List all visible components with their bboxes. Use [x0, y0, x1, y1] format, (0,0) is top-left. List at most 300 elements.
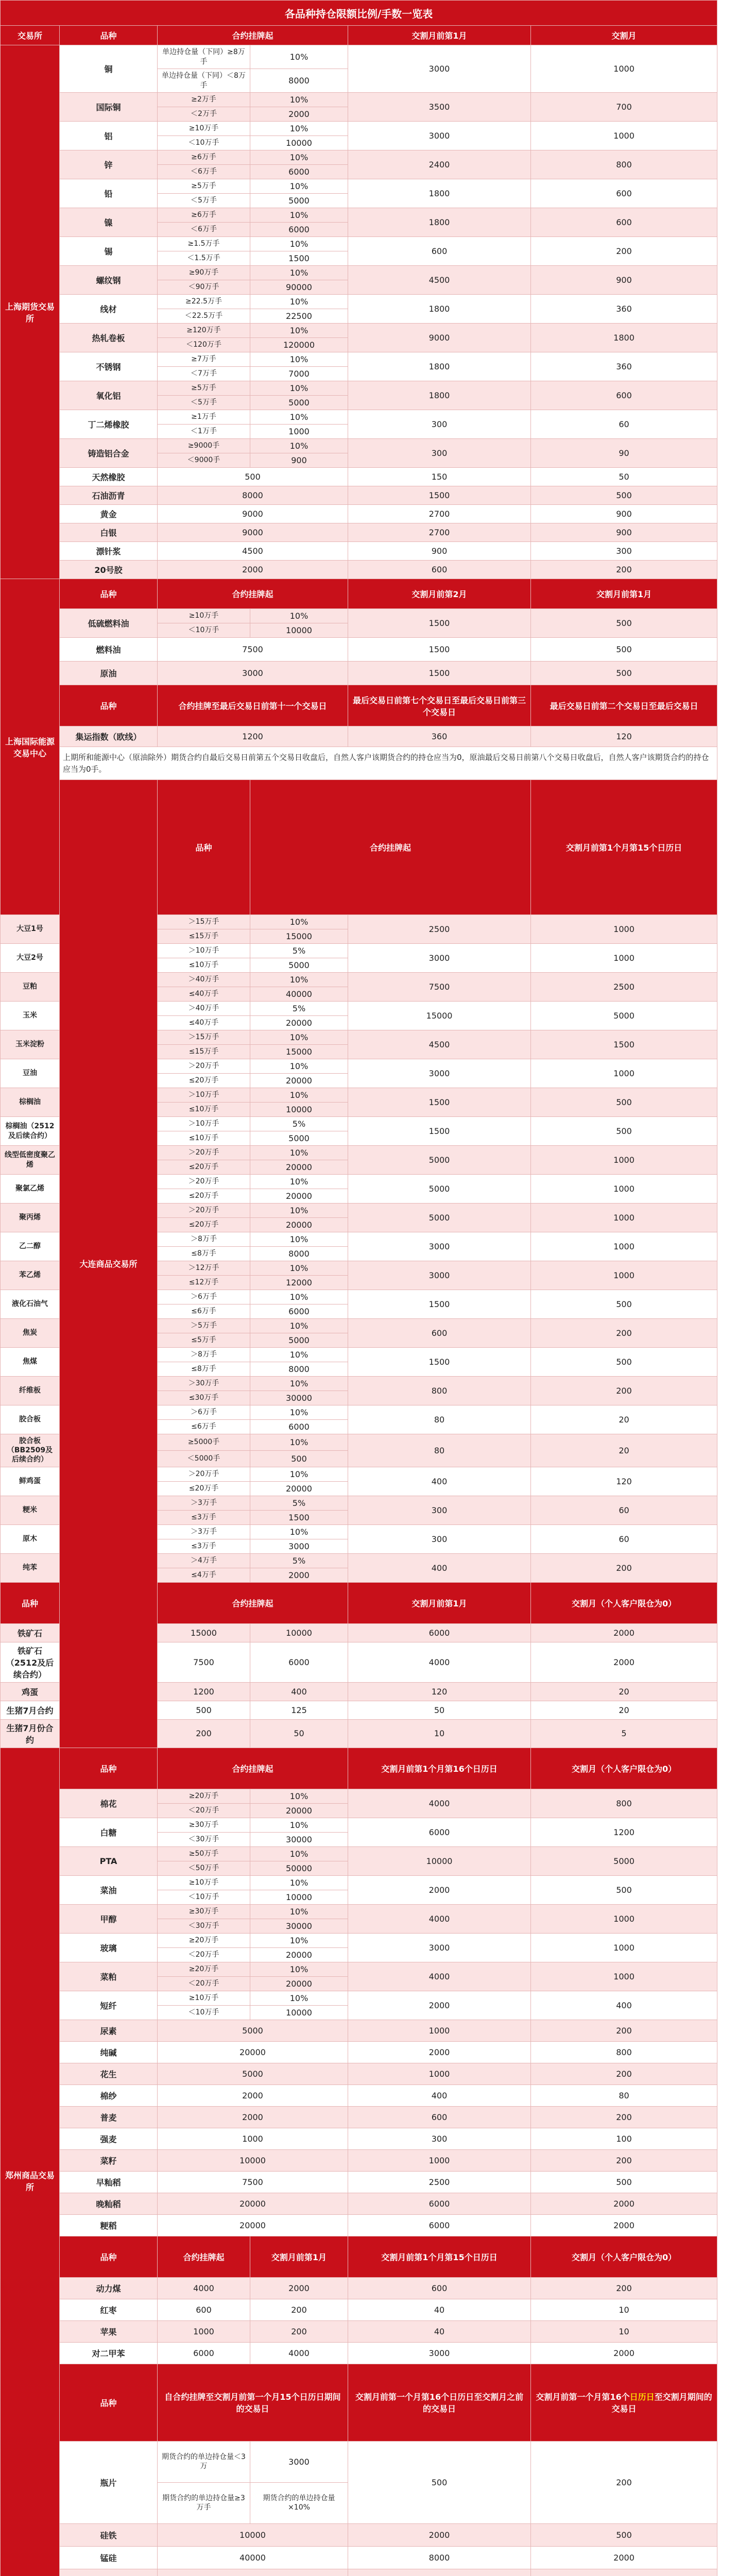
delivery-limit: 500	[531, 1117, 717, 1146]
condition: ≥10万手	[158, 609, 250, 623]
condition: ≥1.5万手	[158, 237, 250, 251]
product-name: 菜粕	[60, 1962, 158, 1991]
delivery-limit: 80	[531, 2084, 717, 2106]
month1-limit: 4500	[348, 266, 531, 295]
month1-limit: 600	[348, 561, 531, 579]
product-name: 锡	[60, 237, 158, 266]
listing-limit: 90000	[250, 280, 348, 295]
product-name: 螺纹钢	[60, 266, 158, 295]
condition: ＜20万手	[158, 1803, 250, 1818]
table-row	[1, 468, 717, 486]
table-row	[1, 45, 717, 69]
table-row	[1, 2236, 717, 2277]
col-header-month1: 交割月前第1月	[250, 2236, 348, 2277]
listing-limit: 20000	[250, 1947, 348, 1962]
listing-limit: 1500	[250, 251, 348, 266]
condition: ≤15万手	[158, 929, 250, 944]
month1-limit: 2500	[348, 2171, 531, 2193]
month1-limit: 4000	[348, 1789, 531, 1818]
month1-limit: 9000	[348, 324, 531, 352]
col-header-listing: 合约挂牌起	[158, 1582, 348, 1623]
delivery-limit: 700	[531, 93, 717, 122]
month1-limit: 5000	[348, 1204, 531, 1232]
month1-limit: 5000	[348, 1175, 531, 1204]
condition: ≤8万手	[158, 1362, 250, 1377]
product-name: 瓶片	[60, 2441, 158, 2523]
table-row	[1, 561, 717, 579]
condition: ≥20万手	[158, 1933, 250, 1947]
listing-limit: 1500	[250, 1510, 348, 1524]
table-row	[1, 352, 717, 367]
delivery-limit: 1200	[531, 1818, 717, 1846]
product-name: 20号胶	[60, 561, 158, 579]
listing-limit: 1000	[158, 2128, 348, 2149]
condition: ≥90万手	[158, 266, 250, 280]
month1-limit: 600	[348, 2106, 531, 2128]
month1-limit: 400	[348, 1553, 531, 1582]
col-header-product: 品种	[60, 1748, 158, 1789]
delivery-limit: 2000	[531, 2214, 717, 2236]
condition: ＞5万手	[158, 1319, 250, 1333]
listing-limit: 20000	[250, 1016, 348, 1030]
condition: ≥6万手	[158, 150, 250, 165]
listing-limit: 7500	[158, 2171, 348, 2193]
product-name: 玉米淀粉	[1, 1030, 60, 1059]
condition: ≥9000手	[158, 439, 250, 453]
period-c-limit: 200	[531, 2441, 717, 2523]
product-name: 大豆1号	[1, 915, 60, 944]
product-name: 粳稻	[60, 2214, 158, 2236]
product-name: 棕榈油（2512及后续合约）	[1, 1117, 60, 1146]
col-header-listing: 合约挂牌起	[250, 780, 531, 915]
product-name: 纯碱	[60, 2041, 158, 2063]
table-row	[1, 150, 717, 165]
condition: ＜20万手	[158, 1947, 250, 1962]
listing-limit: 5%	[250, 1496, 348, 1510]
month1-limit: 2000	[348, 1875, 531, 1904]
delivery-limit: 20	[531, 1682, 717, 1701]
delivery-limit: 800	[531, 2041, 717, 2063]
condition: ≤3万手	[158, 1539, 250, 1553]
condition: ≥1万手	[158, 410, 250, 425]
listing-limit: 10%	[250, 1030, 348, 1045]
table-row	[1, 2084, 717, 2106]
month1-limit: 500	[531, 609, 717, 638]
col-header-listing: 合约挂牌起	[158, 2236, 250, 2277]
product-name: 生猪7月合约	[1, 1701, 60, 1719]
table-row	[1, 2364, 717, 2441]
listing-limit: 10%	[250, 1175, 348, 1189]
condition: ＞6万手	[158, 1290, 250, 1304]
month1-limit: 6000	[250, 1642, 348, 1682]
month1-limit: 200	[250, 2299, 348, 2320]
table-row	[1, 93, 717, 107]
delivery-limit: 300	[531, 542, 717, 561]
month1-limit: 6000	[348, 1818, 531, 1846]
col-header-product: 品种	[60, 2236, 158, 2277]
listing-limit: 10%	[250, 295, 348, 309]
table-row	[1, 122, 717, 136]
month1-day10-value: 50	[434, 1705, 445, 1715]
listing-limit: 10%	[250, 1290, 348, 1304]
product-name: 热轧卷板	[60, 324, 158, 352]
month2-limit: 1500	[348, 638, 531, 662]
listing-limit: 10%	[250, 1146, 348, 1160]
col-header-listing: 合约挂牌起	[158, 579, 348, 609]
delivery-limit: 900	[531, 266, 717, 295]
col-header-delivery: 交割月（个人客户限仓为0）	[531, 1748, 717, 1789]
condition: ≤20万手	[158, 1074, 250, 1088]
product-name: 棉花	[60, 1789, 158, 1818]
delivery-limit: 1000	[531, 915, 717, 944]
period-b-limit: 500	[348, 2441, 531, 2523]
listing-limit: 10%	[250, 915, 348, 929]
listing-limit: 10%	[250, 609, 348, 623]
exchange-name: 郑州商品交易所	[1, 1748, 60, 2576]
limit-b: 360	[348, 726, 531, 747]
highlight-text: 日历日	[629, 2392, 655, 2402]
condition: ＜1万手	[158, 425, 250, 439]
month1-limit: 80	[348, 1434, 531, 1467]
listing-limit: 4500	[158, 542, 348, 561]
condition: ＜30万手	[158, 1919, 250, 1933]
month1-limit: 10000	[250, 1623, 348, 1642]
product-name: 漂针浆	[60, 542, 158, 561]
listing-limit: 5000	[250, 194, 348, 208]
month1-limit: 1800	[348, 208, 531, 237]
condition: ＞40万手	[158, 973, 250, 987]
col-header-product: 品种	[1, 1582, 60, 1623]
month1-limit: 15000	[348, 1002, 531, 1030]
product-name: 粳米	[1, 1496, 60, 1524]
product-name: 晚籼稻	[60, 2193, 158, 2214]
delivery-limit: 1000	[531, 1232, 717, 1261]
table-row	[1, 2214, 717, 2236]
listing-limit: 10000	[250, 1890, 348, 1904]
product-name: 强麦	[60, 2128, 158, 2149]
condition: ＜10万手	[158, 2005, 250, 2020]
col-header-period-c: 交割月前第一个月第16个日历日至交割月期间的交易日	[531, 2364, 717, 2441]
listing-limit: 5000	[250, 1131, 348, 1146]
period-a-limit	[158, 2569, 348, 2576]
condition: ≤20万手	[158, 1189, 250, 1204]
listing-limit: 5%	[250, 1002, 348, 1016]
table-row	[1, 2277, 717, 2299]
listing-limit: 9000	[158, 523, 348, 542]
table-row	[1, 523, 717, 542]
listing-limit: 10%	[250, 1904, 348, 1919]
product-name: 线型低密度聚乙烯	[1, 1146, 60, 1175]
product-name: 黄金	[60, 505, 158, 523]
product-name: 铸造铝合金	[60, 439, 158, 468]
listing-limit: 5%	[250, 944, 348, 958]
product-name: 原油	[60, 662, 158, 685]
month1-limit: 3000	[348, 1933, 531, 1962]
condition: ≥50万手	[158, 1846, 250, 1861]
listing-limit: 6000	[250, 1420, 348, 1434]
listing-limit: 1200	[158, 1682, 250, 1701]
month1-limit: 1000	[348, 2020, 531, 2041]
product-name: 铁矿石（2512及后续合约）	[1, 1642, 60, 1682]
col-header-month2: 交割月前第2月	[348, 579, 531, 609]
product-name: 豆粕	[1, 973, 60, 1002]
listing-limit: 22500	[250, 309, 348, 324]
table-row	[1, 638, 717, 662]
delivery-limit: 360	[531, 295, 717, 324]
listing-limit: 5%	[250, 1117, 348, 1131]
month1-limit: 300	[348, 1496, 531, 1524]
condition: ＞6万手	[158, 1405, 250, 1420]
condition: ＞20万手	[158, 1059, 250, 1074]
month1-limit: 300	[348, 1524, 531, 1553]
exchange-name: 交易所	[1, 26, 60, 45]
month1-limit: 400	[250, 1682, 348, 1701]
product-name: 胶合板（BB2509及后续合约）	[1, 1434, 60, 1467]
listing-limit: 5%	[250, 1553, 348, 1568]
month1-limit: 2000	[348, 1991, 531, 2020]
delivery-limit: 1000	[531, 1962, 717, 1991]
col-header-listing: 合约挂牌起	[158, 26, 348, 45]
condition: ＜10万手	[158, 136, 250, 150]
table-row	[1, 2569, 717, 2576]
period-a-limit: 3000	[250, 2441, 348, 2482]
listing-limit: 8000	[158, 486, 348, 505]
table-row	[1, 381, 717, 396]
listing-limit: 10%	[250, 1348, 348, 1362]
condition: ≥5000手	[158, 1434, 250, 1451]
listing-limit: 10000	[250, 136, 348, 150]
condition: ＜120万手	[158, 338, 250, 352]
listing-limit: 20000	[158, 2041, 348, 2063]
listing-limit: 8000	[250, 1247, 348, 1261]
condition: ≤30万手	[158, 1391, 250, 1405]
col-header-delivery: 交割月	[531, 26, 717, 45]
product-name: 花生	[60, 2063, 158, 2084]
product-name: 氧化铝	[60, 381, 158, 410]
listing-limit: 20000	[250, 1803, 348, 1818]
month1-day10-value: 6000	[429, 1628, 450, 1638]
listing-limit: 10%	[250, 1059, 348, 1074]
delivery-limit: 20	[531, 1405, 717, 1434]
month1-day10-value: 10	[434, 1728, 445, 1739]
condition: ≥22.5万手	[158, 295, 250, 309]
condition: ≥10万手	[158, 1991, 250, 2005]
product-name: 丁二烯橡胶	[60, 410, 158, 439]
product-name: 苹果	[60, 2320, 158, 2342]
delivery-limit: 600	[531, 208, 717, 237]
month1-limit: 2000	[250, 2277, 348, 2299]
period-b-limit: 2000	[348, 2523, 531, 2546]
month1-limit: 600	[348, 237, 531, 266]
delivery-limit: 800	[531, 150, 717, 179]
month1-limit: 3000	[348, 1059, 531, 1088]
product-name: 不锈钢	[60, 352, 158, 381]
listing-limit: 10%	[250, 1405, 348, 1420]
delivery-limit: 360	[531, 352, 717, 381]
month1-limit: 1500	[348, 1117, 531, 1146]
condition: ＞8万手	[158, 1348, 250, 1362]
condition: 单边持仓量（下同）≥8万手	[158, 45, 250, 69]
table-row	[1, 2063, 717, 2084]
table-row	[1, 1904, 717, 1919]
month1-day15-limit: 600	[348, 2277, 531, 2299]
month1-limit: 400	[348, 2084, 531, 2106]
listing-limit: 7500	[158, 638, 348, 662]
condition: ≥20万手	[158, 1789, 250, 1803]
product-name: 对二甲苯	[60, 2342, 158, 2364]
exchange-name: 上海期货交易所	[1, 45, 60, 579]
listing-limit: 10%	[250, 1933, 348, 1947]
delivery-limit: 1000	[531, 1261, 717, 1290]
product-name: 乙二醇	[1, 1232, 60, 1261]
listing-limit: 10%	[250, 1818, 348, 1832]
delivery-limit: 100	[531, 2128, 717, 2149]
table-row	[1, 1, 717, 26]
delivery-limit: 800	[531, 1789, 717, 1818]
listing-limit: 20000	[250, 1481, 348, 1496]
month1-limit: 6000	[348, 2193, 531, 2214]
table-row	[1, 410, 717, 425]
listing-limit: 10%	[250, 973, 348, 987]
col-header-product: 品种	[60, 26, 158, 45]
table-row	[1, 1818, 717, 1832]
listing-limit: 2000	[158, 2106, 348, 2128]
product-name: 豆油	[1, 1059, 60, 1088]
listing-limit: 15000	[250, 1045, 348, 1059]
col-header-product: 品种	[158, 780, 250, 915]
month1-limit: 3000	[348, 1232, 531, 1261]
condition: ＜5万手	[158, 396, 250, 410]
condition: ≥7万手	[158, 352, 250, 367]
listing-limit: 5000	[250, 958, 348, 973]
month1-limit: 4000	[348, 1962, 531, 1991]
month1-limit: 4500	[348, 1030, 531, 1059]
col-header-month1: 交割月前第1月	[531, 579, 717, 609]
delivery-limit: 200	[531, 561, 717, 579]
listing-limit: 20000	[250, 1218, 348, 1232]
condition: ≥5万手	[158, 179, 250, 194]
product-name: 短纤	[60, 1991, 158, 2020]
listing-limit: 10%	[250, 150, 348, 165]
product-name: 国际铜	[60, 93, 158, 122]
delivery-limit: 5000	[531, 1002, 717, 1030]
listing-limit: 2000	[250, 107, 348, 122]
product-name: 玻璃	[60, 1933, 158, 1962]
listing-limit: 10%	[250, 179, 348, 194]
col-header-month1: 交割月前第1个月第16个日历日	[348, 1748, 531, 1789]
table-row	[1, 2320, 717, 2342]
product-name: 镍	[60, 208, 158, 237]
delivery-limit: 200	[531, 1553, 717, 1582]
product-name: 原木	[1, 1524, 60, 1553]
period-a-limit: 期货合约的单边持仓量×10%	[250, 2482, 348, 2523]
table-row	[1, 1748, 717, 1789]
delivery-limit: 900	[531, 505, 717, 523]
product-name: 菜籽	[60, 2149, 158, 2171]
condition: ＜90万手	[158, 280, 250, 295]
condition: ＜22.5万手	[158, 309, 250, 324]
table-row	[1, 295, 717, 309]
delivery-limit: 20	[531, 1434, 717, 1467]
col-header-product: 品种	[60, 2364, 158, 2441]
condition: ≤12万手	[158, 1276, 250, 1290]
month1-limit: 2700	[348, 523, 531, 542]
table-row	[1, 1789, 717, 1803]
table-row	[1, 1846, 717, 1861]
condition: ≤40万手	[158, 1016, 250, 1030]
listing-limit: 8000	[250, 69, 348, 93]
product-name: 铅	[60, 179, 158, 208]
condition: ≤15万手	[158, 1045, 250, 1059]
delivery-limit: 1000	[531, 1204, 717, 1232]
condition: ＜30万手	[158, 1832, 250, 1846]
product-name: 早籼稻	[60, 2171, 158, 2193]
month1-limit: 1500	[348, 486, 531, 505]
condition: ≤20万手	[158, 1481, 250, 1496]
table-row	[1, 505, 717, 523]
table-row	[1, 179, 717, 194]
month1-limit: 1000	[348, 2063, 531, 2084]
delivery-limit: 400	[531, 1991, 717, 2020]
condition: ≤10万手	[158, 1131, 250, 1146]
product-name: 焦炭	[1, 1319, 60, 1348]
condition: ＜6万手	[158, 223, 250, 237]
table-row	[1, 1991, 717, 2005]
condition: ≥30万手	[158, 1904, 250, 1919]
period-c-limit	[531, 2569, 717, 2576]
delivery-limit: 900	[531, 523, 717, 542]
table-row	[1, 266, 717, 280]
month1-day10-value: 120	[431, 1686, 448, 1697]
delivery-limit: 1000	[531, 1904, 717, 1933]
condition: ≥10万手	[158, 122, 250, 136]
listing-limit: 10000	[250, 1103, 348, 1117]
listing-limit: 10000	[158, 2149, 348, 2171]
delivery-limit: 500	[531, 1290, 717, 1319]
listing-limit: 2000	[158, 2084, 348, 2106]
month1-limit: 1800	[348, 381, 531, 410]
month1-limit: 2500	[348, 915, 531, 944]
product-name: 聚氯乙烯	[1, 1175, 60, 1204]
delivery-limit: 10	[531, 2320, 717, 2342]
condition: ＜50万手	[158, 1861, 250, 1875]
month1-limit: 1800	[348, 295, 531, 324]
condition: ≤10万手	[158, 1103, 250, 1117]
month1-limit: 300	[348, 439, 531, 468]
delivery-limit: 5000	[531, 1846, 717, 1875]
delivery-limit: 200	[531, 237, 717, 266]
delivery-limit: 90	[531, 439, 717, 468]
listing-limit: 30000	[250, 1391, 348, 1405]
month1-limit: 900	[348, 542, 531, 561]
delivery-limit: 1500	[531, 1030, 717, 1059]
condition: ＞12万手	[158, 1261, 250, 1276]
condition: ＞30万手	[158, 1377, 250, 1391]
table-row	[1, 2149, 717, 2171]
table-row	[1, 2041, 717, 2063]
listing-limit: 20000	[250, 1976, 348, 1991]
table-row	[1, 542, 717, 561]
month1-limit: 1500	[348, 1348, 531, 1377]
listing-limit: 40000	[250, 987, 348, 1002]
condition: ≤4万手	[158, 1568, 250, 1582]
delivery-limit: 2000	[531, 2342, 717, 2364]
condition: ≥2万手	[158, 93, 250, 107]
condition: ≤40万手	[158, 987, 250, 1002]
month1-day10-limit	[348, 1642, 531, 1682]
delivery-limit: 2500	[531, 973, 717, 1002]
listing-limit: 7500	[158, 1642, 250, 1682]
